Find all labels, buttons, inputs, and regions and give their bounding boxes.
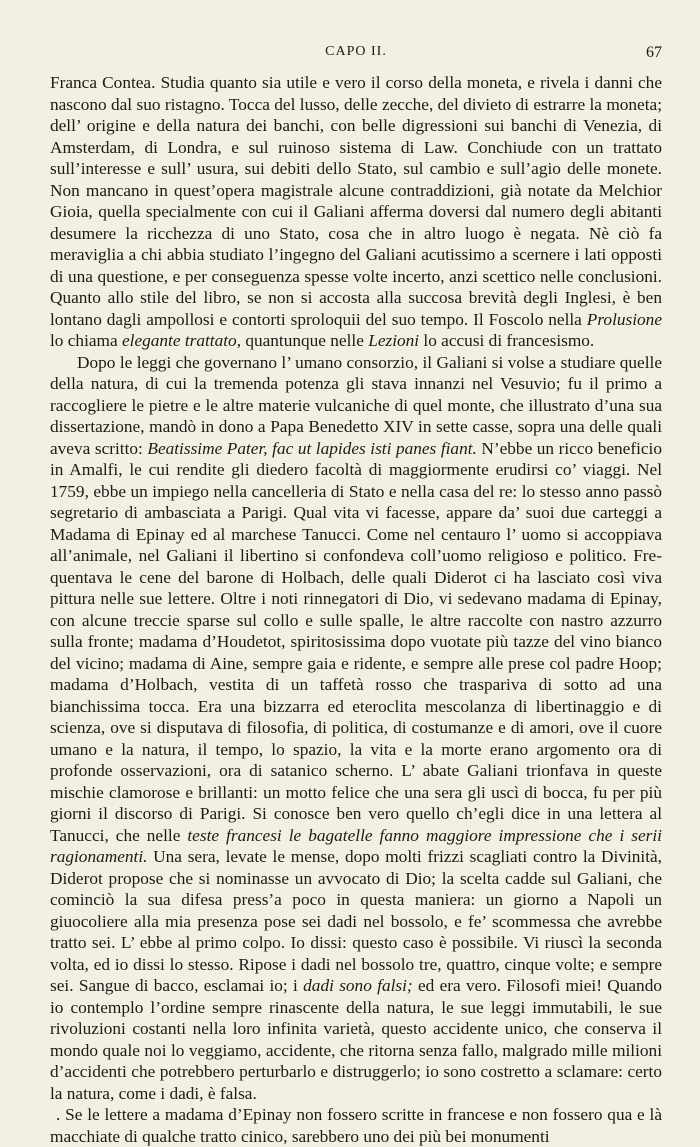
page-body bbox=[50, 72, 662, 1147]
page-number: 67 bbox=[646, 44, 662, 61]
paragraph-2: Dopo le leggi che governano l’ umano consorzio, il Galiani si volse a studiare quelle della natura, di cui la tremenda potenza gli stava innanzi nel Vesuvio; fu il primo a raccogliere le pietre e le altre materie vulcaniche di quel monte, che illustrato d’una sua dissertazione, mandò in dono a Papa Benedetto XIV in sette casse, sopra una delle quali aveva scritto: Beatissime Pater, fac ut lapides isti panes fiant. N’ebbe un ricco beneficio in Amalfi, le cui rendite gli diedero facoltà di maggiormente erudirsi co’ viaggi. Nel 1759, ebbe un impiego nella cancelleria di Stato e nella casa del re: lo stesso anno passò segretario di ambasciata a Parigi. Qual vita vi facesse, appare da’ suoi due carteggi a Madama di Epinay ed al marchese Tanucci. Come nel centauro l’ uomo si accoppiava all’animale, nel Galiani il libertino si confondeva coll’uomo religioso e politico. Frequentava le cene del barone di Holbach, delle quali Diderot ci ha lasciato così viva pittura nelle sue lettere. Oltre i noti rinnegatori di Dio, vi sedevano madama di Epinay, con alcune treccie sparse sul collo e sulle spalle, le altre raccolte con nastro azzurro sulla fronte; madama d’Houdetot, spiritosissima dopo vuotate più tazze del vino bianco del vicino; madama di Aine, sempre gaia e ridente, e sempre alle prese col padre Hoop; madama d’Holbach, vestita di un taffetà rosso che traspariva di sotto ad una bianchissima tocca. Era una bizzarra ed eteroclita mescolanza di libertinaggio e di scienza, ove si disputava di filosofia, di politica, di costumanze e di amori, ove il cuore umano e la natura, il tempo, lo spazio, la vita e la morte erano argomento ora di profonde osservazioni, ora di satanico scherno. L’ abate Galiani trionfava in queste mischie clamorose e brillanti: un motto felice che una sera gli uscì di bocca, fu per più giorni il discorso di Parigi. Si conosce ben vero quello ch’egli dice in una lettera al Tanucci, che nelle teste francesi le bagatelle fanno maggiore impressione che i serii ragionamenti. Una sera, levate le mense, dopo molti frizzi scagliati contro la Divinità, Diderot propose che si nominasse un avvocato di Dio; la scelta cadde sul Galiani, che cominciò la sua difesa press’a poco in questa maniera: un giorno a Napoli un giuocoliere alla mia presenza pose sei dadi nel bossolo, e fe’ scommessa che avrebbe tratto sei. L’ ebbe al primo colpo. Io dissi: questo caso è possibile. Vi riuscì la seconda volta, ed io dissi lo stesso. Ripose i dadi nel bossolo tre, quattro, cinque volte; e sempre sei. Sangue di bacco, esclamai io; i dadi sono falsi; ed era vero. Filosofi miei! Quando io contemplo l’ordine sempre rinascente della natura, le sue leggi immutabili, le sue rivoluzioni costanti nella loro infinita varietà, questo accidente unico, che conserva il mondo quale noi lo veggiamo, accidente, che ritorna senza fallo, malgrado mille milioni d’accidenti che potrebbero perturbarlo e distruggerlo; io sono costretto a sclamare: certo la natura, come i dadi, è falsa. bbox=[50, 352, 662, 1103]
running-header bbox=[50, 44, 662, 72]
chapter-title: CAPO II. bbox=[325, 44, 387, 59]
paragraph-3: . Se le lettere a madama d’Epinay non fossero scritte in francese e non fossero qua e là macchiate di qualche tratto cinico, sarebbero uno dei più bei monumenti bbox=[50, 1105, 662, 1146]
paragraph-1: Franca Contea. Studia quanto sia utile e vero il corso della moneta, e rivela i danni che nascono dal suo ristagno. Tocca del lusso, delle zecche, del divieto di estrarre la moneta; dell’ origine e della natura dei banchi, con belle digressioni sui banchi di Venezia, di Amsterdam, di Londra, e sul ruinoso sistema di Law. Conchiude con un trattato sull’interesse e sull’ usura, sui debiti dello Stato, sul cambio e sull’agio delle monete. Non mancano in quest’opera magistrale alcune contraddizioni, già notate da Melchior Gioia, quella specialmente con cui il Galiani afferma doversi dal numero degli abitanti desumere la ricchezza di uno Stato, cosa che in altro luogo è negata. Nè ciò fa meraviglia a chi abbia studiato l’ingegno del Galiani acutissimo a scernere i lati opposti di una questione, e per conseguenza spesse volte incerto, anzi scettico nelle conclusioni. Quanto allo stile del libro, se non si accosta alla succosa brevità degli Inglesi, è ben lontano dagli ampollosi e contorti sproloquii del suo tempo. Il Foscolo nella Prolusione lo chiama elegante trattato, quantunque nelle Lezioni lo accusi di francesismo. bbox=[50, 73, 662, 350]
